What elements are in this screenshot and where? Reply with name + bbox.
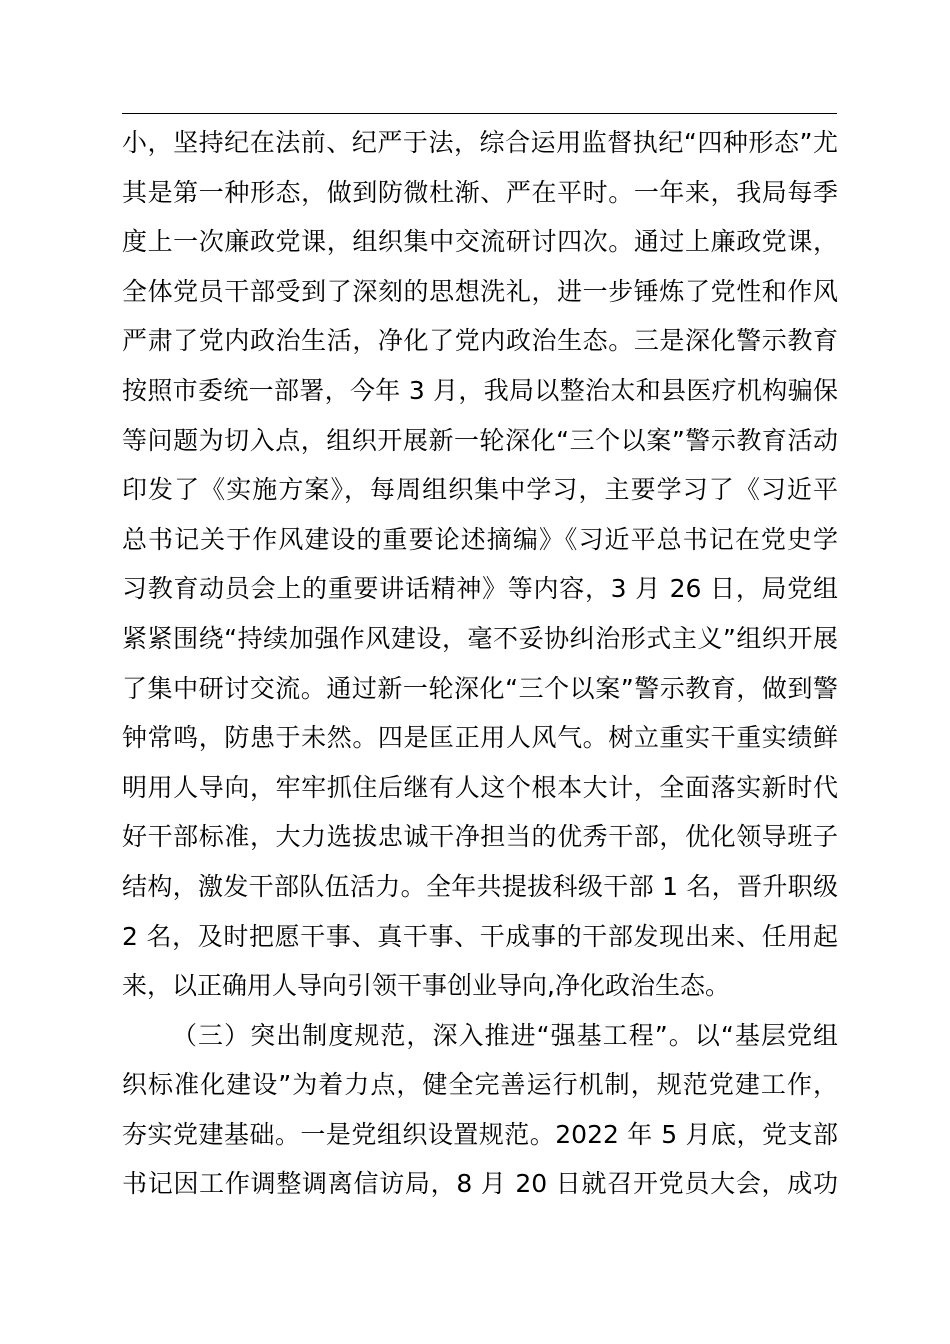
- paragraph-end-line: 来，以正确用人导向引领干事创业导向,净化政治生态。: [122, 971, 730, 1001]
- text-line: 结构，激发干部队伍活力。全年共提拔科级干部 1 名，晋升职级: [122, 871, 838, 901]
- text-line: 了集中研讨交流。通过新一轮深化“三个以案”警示教育，做到警: [122, 673, 838, 703]
- text-line: 全体党员干部受到了深刻的思想洗礼，进一步锤炼了党性和作风: [122, 276, 838, 306]
- text-line: 书记因工作调整调离信访局，8 月 20 日就召开党员大会，成功: [122, 1169, 838, 1199]
- text-line: 等问题为切入点，组织开展新一轮深化“三个以案”警示教育活动: [122, 425, 838, 455]
- text-line: 织标准化建设”为着力点，健全完善运行机制，规范党建工作，: [122, 1070, 838, 1100]
- text-line: 严肃了党内政治生活，净化了党内政治生态。三是深化警示教育: [122, 326, 838, 356]
- text-line: 紧紧围绕“持续加强作风建设，毫不妥协纠治形式主义”组织开展: [122, 623, 838, 653]
- text-line: 钟常鸣，防患于未然。四是匡正用人风气。树立重实干重实绩鲜: [122, 723, 838, 753]
- text-line: 印发了《实施方案》，每周组织集中学习，主要学习了《习近平: [122, 475, 838, 505]
- text-line: 其是第一种形态，做到防微杜渐、严在平时。一年来，我局每季: [122, 177, 838, 207]
- document-body: [122, 118, 838, 1209]
- text-line: 夯实党建基础。一是党组织设置规范。2022 年 5 月底，党支部: [122, 1119, 838, 1149]
- text-line: 按照市委统一部署，今年 3 月，我局以整治太和县医疗机构骗保: [122, 375, 838, 405]
- text-line: 好干部标准，大力选拔忠诚干净担当的优秀干部，优化领导班子: [122, 822, 838, 852]
- text-line: 度上一次廉政党课，组织集中交流研讨四次。通过上廉政党课，: [122, 227, 838, 257]
- text-line: 小，坚持纪在法前、纪严于法，综合运用监督执纪“四种形态”尤: [122, 128, 838, 157]
- text-line: 2 名，及时把愿干事、真干事、干成事的干部发现出来、任用起: [122, 921, 838, 951]
- header-rule: [122, 113, 837, 114]
- text-line: 总书记关于作风建设的重要论述摘编》《习近平总书记在党史学: [122, 524, 838, 554]
- text-line: 明用人导向，牢牢抓住后继有人这个根本大计，全面落实新时代: [122, 772, 838, 802]
- text-line: 习教育动员会上的重要讲话精神》等内容，3 月 26 日，局党组: [122, 574, 838, 604]
- section-heading-line: （三）突出制度规范，深入推进“强基工程”。以“基层党组: [172, 1020, 838, 1050]
